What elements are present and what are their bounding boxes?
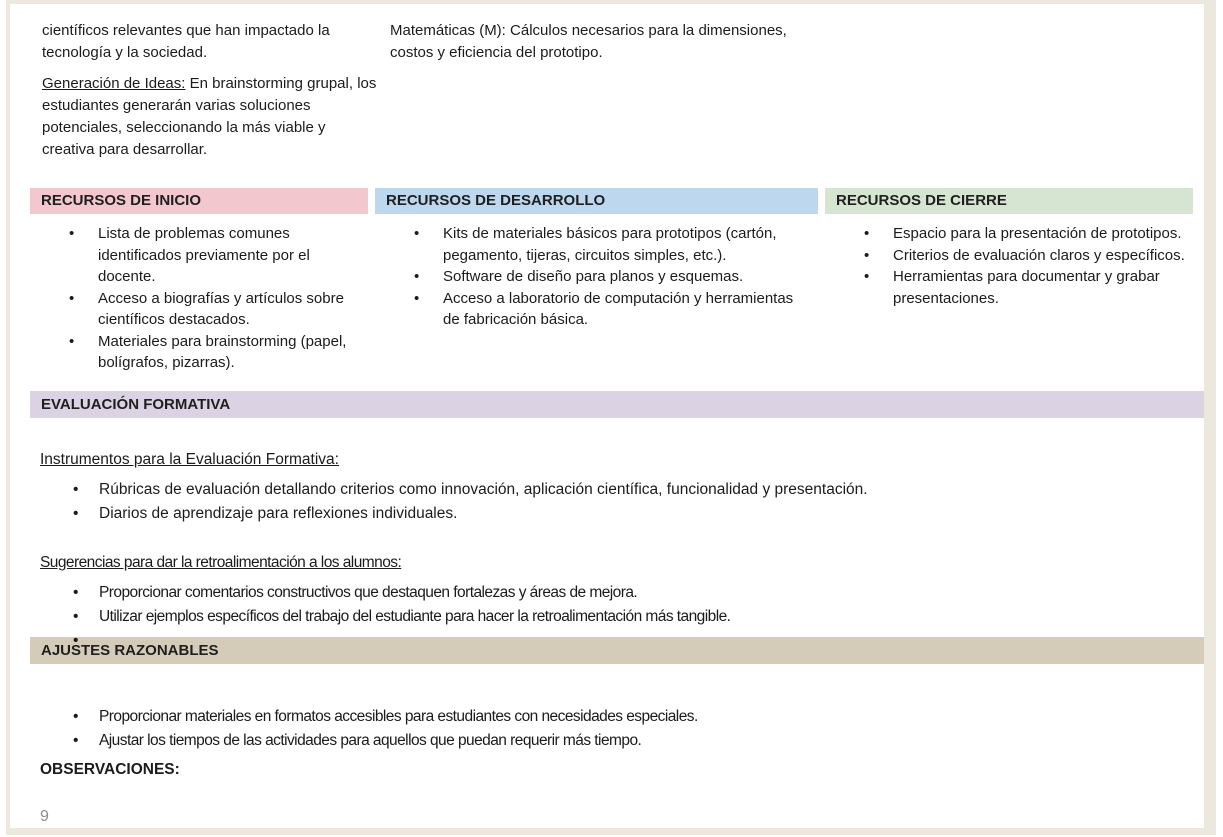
instrumentos-list <box>40 478 1204 526</box>
resources-desarrollo-header: RECURSOS DE DESARROLLO <box>375 188 818 214</box>
list-item: • Rúbricas de evaluación detallando criterios como innovación, aplicación científica, funcionalidad y presentación. <box>73 478 1204 502</box>
resources-desarrollo-list <box>375 223 818 331</box>
sugerencias-list <box>40 581 1204 629</box>
list-item: • Diarios de aprendizaje para reflexiones individuales. <box>73 502 1204 526</box>
list-item: • Herramientas para documentar y grabar presentaciones. <box>862 266 1187 309</box>
page-number: 9 <box>40 807 49 825</box>
list-item: • Ajustar los tiempos de las actividades para aquellos que puedan requerir más tiempo. <box>73 729 1204 753</box>
ajustes-razonables-section <box>40 705 1204 753</box>
document-page <box>6 0 1216 835</box>
sugerencias-heading: Sugerencias para dar la retroalimentación a los alumnos: <box>40 553 402 571</box>
resources-table <box>30 188 1204 374</box>
instrumentos-heading: Instrumentos para la Evaluación Formativa: <box>40 450 339 468</box>
intro-column-right <box>390 20 820 188</box>
evaluacion-formativa-section <box>40 451 1204 629</box>
list-item: • Lista de problemas comunes identificados previamente por el docente. <box>67 223 362 288</box>
list-item: • Kits de materiales básicos para prototipos (cartón, pegamento, tijeras, circuitos simples, etc.). <box>412 223 812 266</box>
list-item: • Utilizar ejemplos específicos del trabajo del estudiante para hacer la retroalimentación más tangible. <box>73 605 1204 629</box>
resources-cierre-header: RECURSOS DE CIERRE <box>825 188 1193 214</box>
ajustes-list <box>40 705 1204 753</box>
list-item: • Software de diseño para planos y esquemas. <box>412 266 812 288</box>
resources-inicio-column <box>30 188 368 374</box>
list-item: • Materiales para brainstorming (papel, bolígrafos, pizarras). <box>67 331 362 374</box>
list-item: • Espacio para la presentación de prototipos. <box>862 223 1187 245</box>
intro-paragraph: científicos relevantes que han impactado la tecnología y la sociedad. <box>42 22 330 61</box>
list-item: • Acceso a laboratorio de computación y herramientas de fabricación básica. <box>412 288 812 331</box>
ajustes-razonables-header: AJUSTES RAZONABLES <box>30 637 1207 664</box>
intro-columns <box>42 20 1204 188</box>
resources-inicio-header: RECURSOS DE INICIO <box>30 188 368 214</box>
intro-column-left <box>42 20 378 188</box>
observaciones-heading: OBSERVACIONES: <box>40 760 180 778</box>
resources-cierre-column <box>825 188 1193 374</box>
page-content <box>10 4 1204 826</box>
resources-inicio-list <box>30 223 368 374</box>
list-item: • Proporcionar comentarios constructivos que destaquen fortalezas y áreas de mejora. <box>73 581 1204 605</box>
math-paragraph: Matemáticas (M): Cálculos necesarios para la dimensiones, costos y eficiencia del prototipo. <box>390 22 787 61</box>
idea-generation-paragraph: Generación de Ideas: En brainstorming grupal, los estudiantes generarán varias soluciones potenciales, seleccionando la más viable y creativa para desarrollar. <box>42 75 377 158</box>
idea-generation-label: Generación de Ideas: <box>42 75 186 92</box>
resources-cierre-list <box>825 223 1193 309</box>
list-item: • Acceso a biografías y artículos sobre científicos destacados. <box>67 288 362 331</box>
list-item: • Criterios de evaluación claros y específicos. <box>862 245 1187 267</box>
list-item: • Proporcionar materiales en formatos accesibles para estudiantes con necesidades especiales. <box>73 705 1204 729</box>
resources-desarrollo-column <box>375 188 818 374</box>
evaluacion-formativa-header: EVALUACIÓN FORMATIVA <box>30 391 1207 418</box>
